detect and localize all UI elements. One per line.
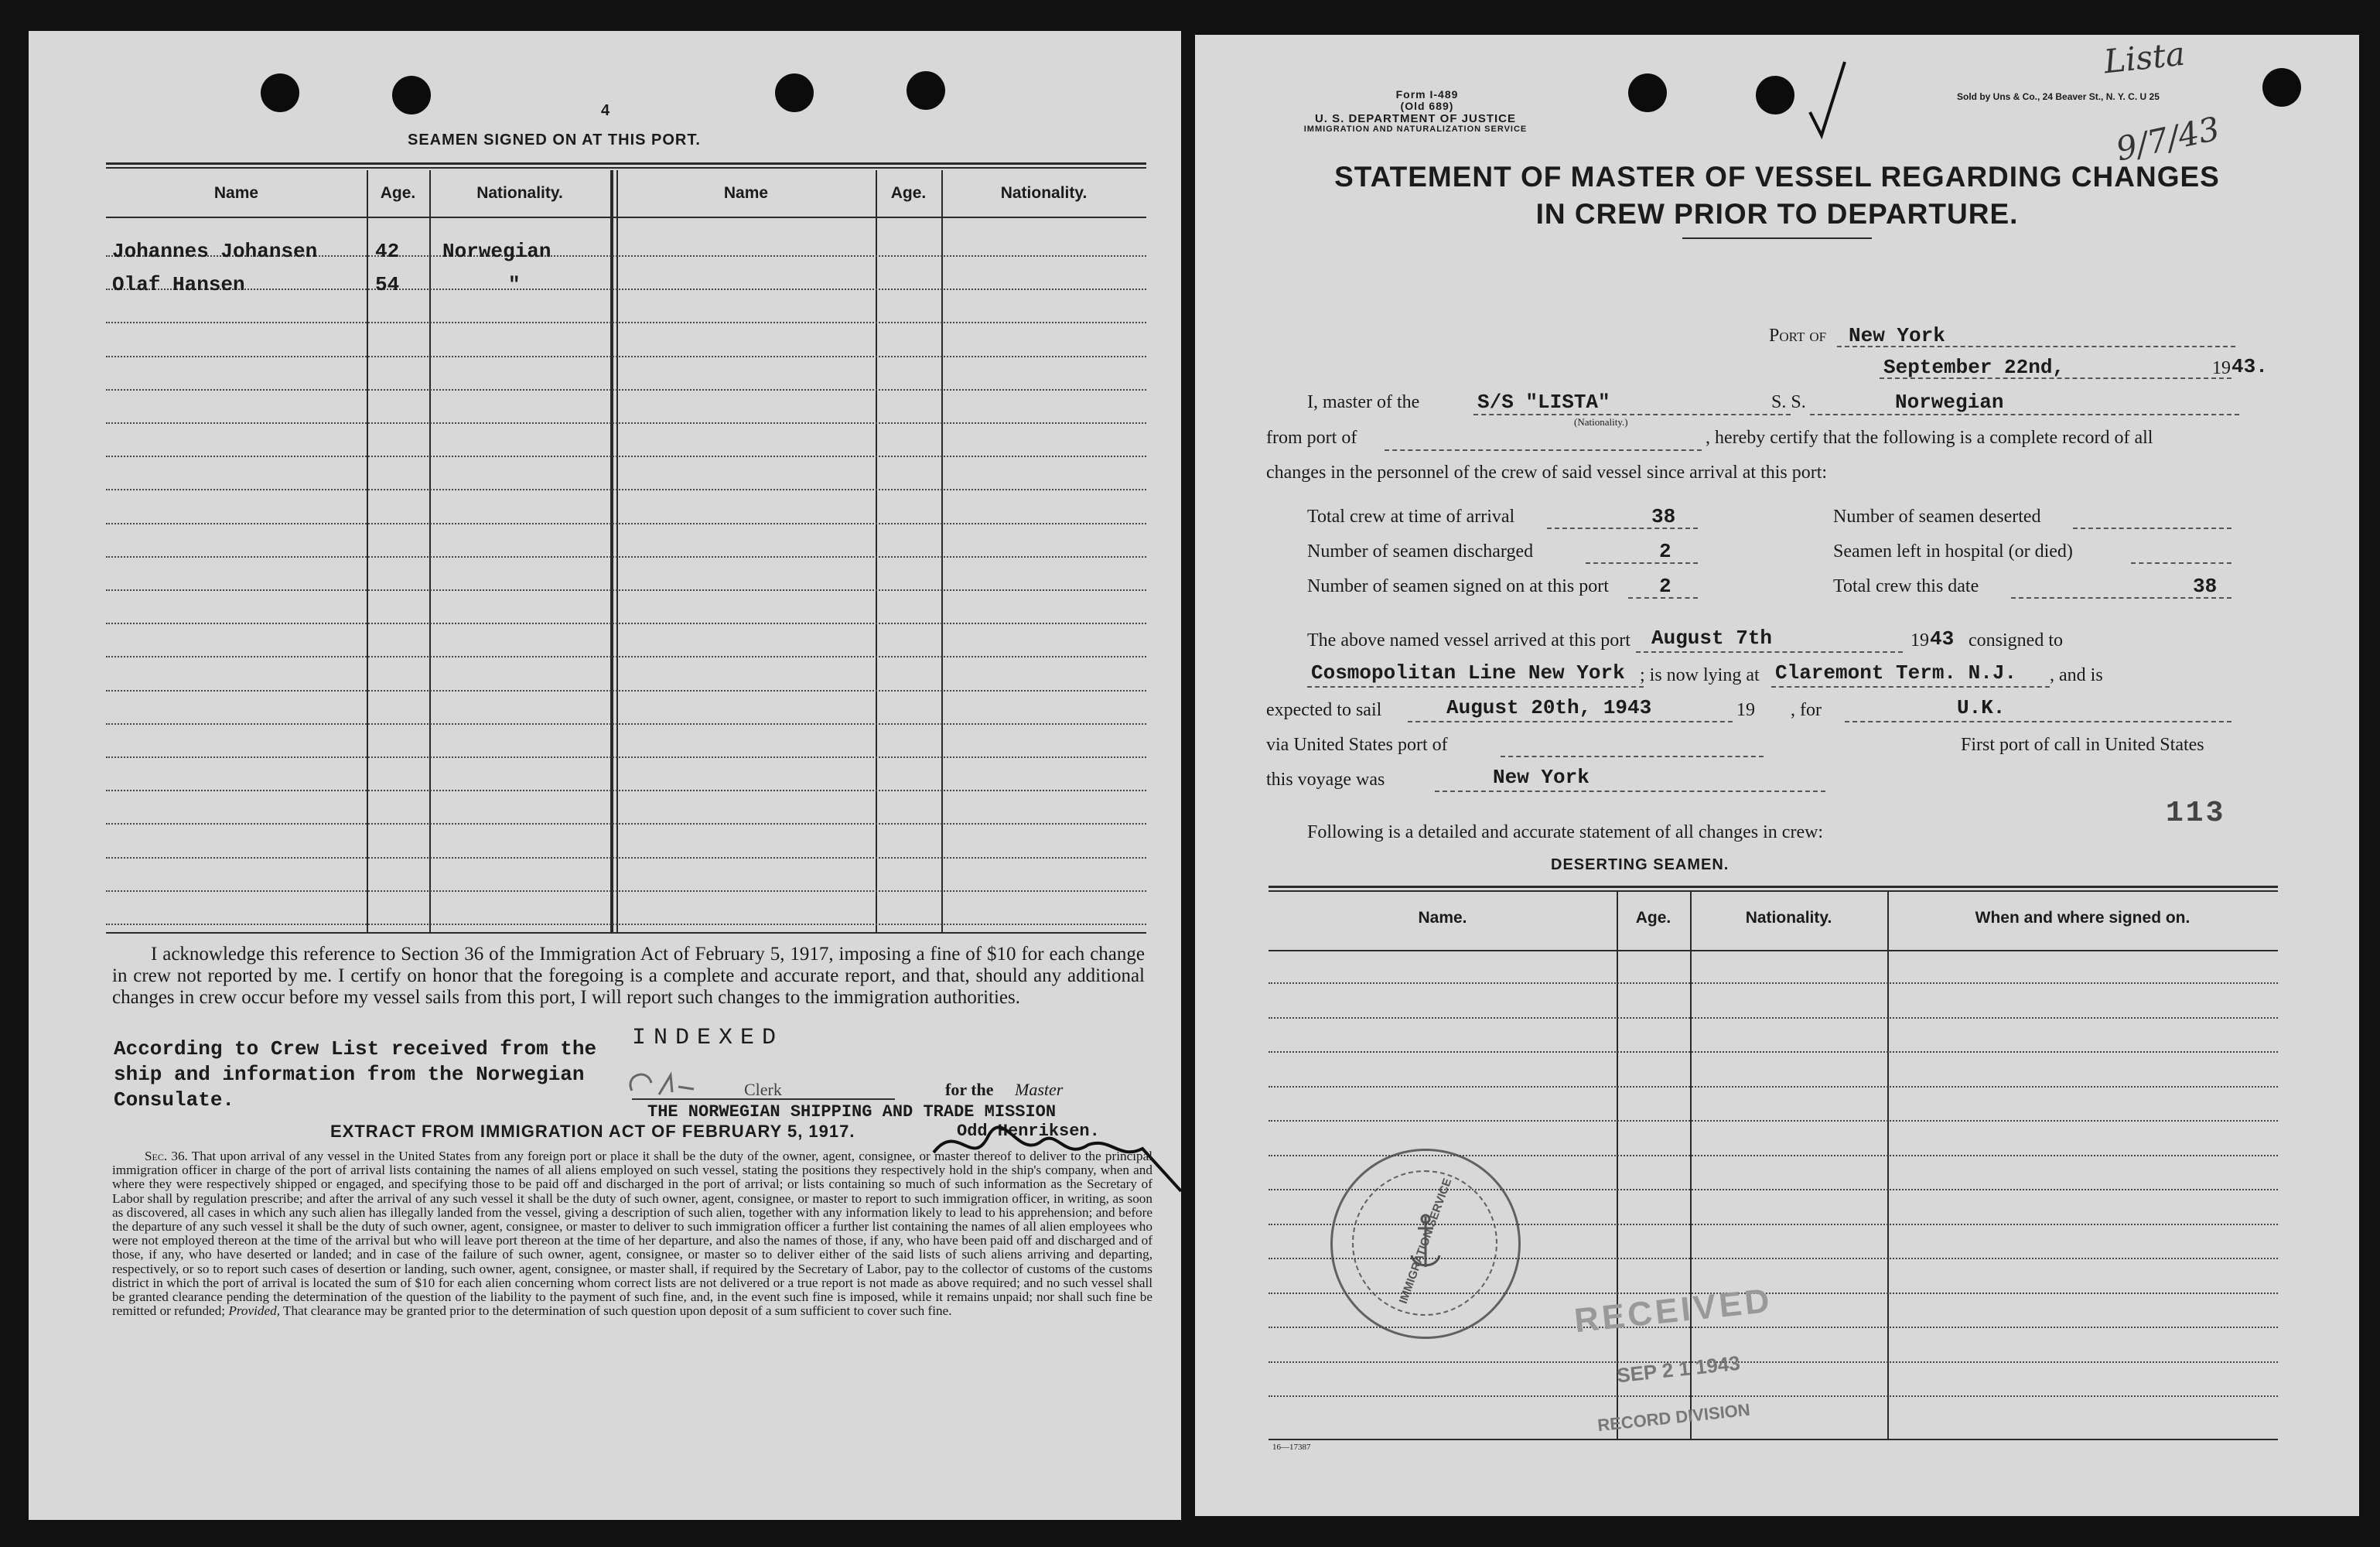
deserting-column-divider <box>1617 892 1618 1439</box>
left-page <box>29 31 1181 1520</box>
table-row-line <box>106 356 1146 357</box>
arrived-value: August 7th <box>1651 627 1773 650</box>
statute-text <box>112 1149 1152 1318</box>
following-text: Following is a detailed and accurate statement of all changes in crew: <box>1307 822 1824 842</box>
punch-hole <box>907 71 945 110</box>
deserting-header-signed-on: When and where signed on. <box>1975 909 2190 927</box>
table-row-line <box>106 289 1146 290</box>
vessel-value: S/S "LISTA" <box>1477 391 1610 414</box>
column-header-nationality: Nationality. <box>1000 184 1088 202</box>
indexed-stamp: INDEXED <box>632 1025 784 1051</box>
statute-body: That upon arrival of any vessel in the United States from any foreign port or place it shall be the duty of the owner, agent, consignee, or master thereof to deliver to the principal immigration officer in charge of the port of arrival lists containing the names of all aliens employed on such vessel, stating the positions they respectively hold in the ship's company, when and where they were respectively shipped or engaged, and specifying those to be paid off and discharged in the port of arrival; or lists containing so much of such information as the Secretary of Labor shall by regulation prescribe; and after the arrival of any such vessel it shall be the duty of such owner, agent, consignee, or master to report to such immigration officer, in writing, as soon as discovered, all cases in which any such alien has illegally landed from the vessel, giving a description of such alien, together with any information likely to lead to his apprehension; and before the departure of any such vessel it shall be the duty of such owner, agent, consignee, or master to deliver to such immigration officer a further list containing the names of all alien employees who were not employed thereon at the time of the arrival but who will leave port thereon at the time of her departure, and also the names of those, if any, who have been paid off and discharged and of those, if any, who have deserted or landed; and in case of the failure of such owner, agent, consignee, or master so to deliver either of the said lists of such aliens arriving and departing, respectively, or so to report such cases of desertion or landing, such owner, agent, consignee, or master shall, if required by the Secretary of Labor, pay to the collector of customs of the customs district in which the port of arrival is located the sum of $10 for each alien concerning whom correct lists are not delivered or a true report is not made as above required; and no such vessel shall be granted clearance pending the determination of the question of the liability to the payment of such fine, and, in the event such fine is imposed, while it remains unpaid; nor shall such fine be remitted or refunded; <box>112 1149 1152 1319</box>
anchor-icon <box>1402 1213 1449 1275</box>
table-cell-age: 54 <box>375 273 400 296</box>
received-date-stamp: SEP 2 1 1943 <box>1615 1351 1742 1388</box>
hospital-line <box>2131 562 2231 564</box>
changes-text: changes in the personnel of the crew of said vessel since arrival at this port: <box>1266 463 1828 483</box>
via-line <box>1501 756 1764 757</box>
nationality-note: (Nationality.) <box>1574 416 1628 428</box>
consignee-value: Cosmopolitan Line New York <box>1311 661 1625 685</box>
typed-note: According to Crew List received from the ship and information from the Norwegian Consulate. <box>114 1037 597 1112</box>
title-underline <box>1682 237 1872 239</box>
column-divider <box>610 170 613 932</box>
year-prefix: 19 <box>2212 358 2231 378</box>
deserting-header-name: Name. <box>1418 909 1467 927</box>
discharged-line <box>1586 562 1698 564</box>
vessel-line <box>1473 414 1791 415</box>
certify-text: , hereby certify that the following is a complete record of all <box>1706 428 2153 448</box>
first-port-value: New York <box>1493 766 1590 789</box>
lying-value: Claremont Term. N.J. <box>1775 661 2017 685</box>
table-row-line <box>106 322 1146 323</box>
from-port-line <box>1385 449 1702 451</box>
table-cell-age: 42 <box>375 240 400 263</box>
expected-value: August 20th, 1943 <box>1446 696 1652 719</box>
table-row-line <box>106 924 1146 925</box>
table-row-line <box>106 690 1146 692</box>
nationality-value: Norwegian <box>1895 391 2004 414</box>
form-title-line-1: STATEMENT OF MASTER OF VESSEL REGARDING CHANGES <box>1334 161 2220 193</box>
received-stamp: RECEIVED <box>1572 1281 1774 1340</box>
from-port-label: from port of <box>1266 428 1357 448</box>
deserting-row-line <box>1269 1051 2278 1053</box>
arrived-line <box>1636 651 1903 653</box>
deserting-title: DESERTING SEAMEN. <box>1551 856 1730 873</box>
handwritten-vessel: Lista <box>2102 34 2187 81</box>
handwritten-date: 9/7/43 <box>2112 109 2223 169</box>
punch-hole <box>775 73 814 112</box>
deserting-column-divider <box>1887 892 1889 1439</box>
punch-hole <box>392 76 431 114</box>
table-row-line <box>106 756 1146 758</box>
deserting-header-age: Age. <box>1635 909 1671 927</box>
discharged-label: Number of seamen discharged <box>1307 541 1534 562</box>
footer-code: 16—17387 <box>1272 1443 1311 1452</box>
port-value: New York <box>1849 324 1945 347</box>
for-line <box>1845 721 2231 722</box>
ss-label: S. S. <box>1771 392 1806 412</box>
punch-hole <box>261 73 299 112</box>
deserting-row-line <box>1269 1395 2278 1397</box>
for-value: U.K. <box>1957 696 2006 719</box>
this-voyage-label: this voyage was <box>1266 770 1385 790</box>
deserting-header-nationality: Nationality. <box>1745 909 1832 927</box>
for-master-label: for the <box>945 1080 994 1099</box>
table-row-line <box>106 890 1146 892</box>
table-row-line <box>106 823 1146 825</box>
deserted-line <box>2073 528 2231 529</box>
deserting-bottom-border <box>1269 1439 2278 1440</box>
page-number: 4 <box>601 102 611 119</box>
table-row-line <box>106 623 1146 624</box>
clerk-label: Clerk <box>744 1080 782 1099</box>
table-top-border <box>106 167 1146 169</box>
expected-label: expected to sail <box>1266 700 1382 720</box>
table-cell-name: Johannes Johansen <box>112 240 318 263</box>
signed-on-label: Number of seamen signed on at this port <box>1307 576 1609 596</box>
deserted-label: Number of seamen deserted <box>1833 507 2041 527</box>
table-row-line <box>106 456 1146 457</box>
deserting-row-line <box>1269 982 2278 984</box>
first-port-line <box>1435 791 1825 792</box>
column-divider <box>616 170 618 932</box>
deserting-row-line <box>1269 1120 2278 1122</box>
department: U. S. DEPARTMENT OF JUSTICE <box>1314 112 1517 125</box>
service: IMMIGRATION AND NATURALIZATION SERVICE <box>1303 125 1528 134</box>
deserting-row-line <box>1269 1017 2278 1019</box>
table-row-line <box>106 556 1146 558</box>
agent-line-2: Odd Henriksen. <box>957 1122 1100 1141</box>
deserting-table-border <box>1269 886 2278 888</box>
table-row-line <box>106 790 1146 791</box>
seal-text: IMMIGRATION SERVICE <box>1396 1176 1455 1306</box>
total-crew-arrival-label: Total crew at time of arrival <box>1307 507 1515 527</box>
consigned-label: consigned to <box>1969 630 2063 651</box>
form-old-text: (Old 689) <box>1400 100 1454 112</box>
form-title-line-2: IN CREW PRIOR TO DEPARTURE. <box>1535 198 2019 230</box>
consignee-line <box>1307 686 1644 688</box>
table-row-line <box>106 389 1146 391</box>
column-header-name: Name <box>723 184 769 202</box>
section-label: Sec. 36. <box>145 1149 188 1163</box>
nationality-line <box>1810 414 2239 415</box>
acknowledgement-text: I acknowledge this reference to Section 36 of the Immigration Act of February 5, 1917, imposing a fine of $10 for each change in crew not reported by me. I certify on honor that the foregoing is a complete and accurate report, and that, should any additional changes in crew occur before my vessel sails from this port, I will report such changes to the immigration authorities. <box>112 944 1145 1008</box>
arrived-year-prefix: 19 <box>1910 630 1929 651</box>
column-header-age: Age. <box>890 184 927 202</box>
table-row-line <box>106 422 1146 424</box>
deserting-table-border <box>1269 890 2278 892</box>
number-stamp: 113 <box>2166 797 2226 830</box>
record-division-stamp: RECORD DIVISION <box>1596 1399 1751 1436</box>
table-cell-nationality: Norwegian <box>442 240 551 263</box>
column-divider <box>941 170 943 932</box>
form-number <box>1381 89 1473 112</box>
deserting-row-line <box>1269 1086 2278 1088</box>
table-row-line <box>106 589 1146 591</box>
expected-year-prefix: 19 <box>1736 700 1755 720</box>
table-header-border <box>106 217 1146 218</box>
table-row-line <box>106 489 1146 490</box>
arrived-label: The above named vessel arrived at this port <box>1307 630 1630 651</box>
first-port-label: First port of call in United States <box>1961 735 2204 755</box>
lying-line <box>1771 686 2050 688</box>
and-is-text: , and is <box>2050 665 2103 685</box>
punch-hole <box>1756 76 1794 114</box>
port-label: Port of <box>1769 326 1827 346</box>
column-divider <box>367 170 368 932</box>
table-row-line <box>106 656 1146 657</box>
agent-line-1: THE NORWEGIAN SHIPPING AND TRADE MISSION <box>647 1102 1057 1122</box>
via-label: via United States port of <box>1266 735 1448 755</box>
total-crew-arrival-value: 38 <box>1651 505 1676 528</box>
column-divider <box>876 170 877 932</box>
table-top-border <box>106 162 1146 165</box>
punch-hole <box>2262 68 2301 107</box>
total-crew-date-value: 38 <box>2193 575 2218 598</box>
extract-title: EXTRACT FROM IMMIGRATION ACT OF FEBRUARY 5, 1917. <box>330 1122 855 1141</box>
for-label: , for <box>1791 700 1822 720</box>
check-mark-icon <box>1806 58 1852 143</box>
expected-line <box>1408 721 1733 722</box>
table-cell-nationality: " <box>508 273 521 296</box>
signed-on-value: 2 <box>1659 575 1671 598</box>
form-title <box>1265 159 2290 233</box>
right-page <box>1195 35 2359 1516</box>
hospital-label: Seamen left in hospital (or died) <box>1833 541 2073 562</box>
column-divider <box>429 170 431 932</box>
table-row-line <box>106 523 1146 524</box>
column-header-nationality: Nationality. <box>476 184 563 202</box>
form-number-text: Form I-489 <box>1395 88 1459 101</box>
year-value: 43. <box>2231 355 2268 378</box>
sold-by: Sold by Uns & Co., 24 Beaver St., N. Y. C. U 25 <box>1957 91 2160 102</box>
deserting-header-border <box>1269 950 2278 951</box>
deserting-row-line <box>1269 1361 2278 1363</box>
immigration-seal <box>1330 1149 1521 1339</box>
master-of-label: I, master of the <box>1307 392 1420 412</box>
total-crew-date-label: Total crew this date <box>1833 576 1979 596</box>
column-header-name: Name <box>213 184 259 202</box>
arrived-year-value: 43 <box>1930 627 1955 651</box>
table-row-line <box>106 857 1146 859</box>
table-title: SEAMEN SIGNED ON AT THIS PORT. <box>408 131 701 149</box>
date-value: September 22nd, <box>1883 356 2065 379</box>
table-cell-name: Olaf Hansen <box>112 273 245 296</box>
table-row-line <box>106 723 1146 725</box>
discharged-value: 2 <box>1659 540 1671 563</box>
table-bottom-border <box>106 932 1146 934</box>
master-label: Master <box>1015 1080 1064 1099</box>
statute-end: That clearance may be granted prior to the determination of such question upon deposit of a sum sufficient to cover such fine. <box>283 1303 952 1319</box>
punch-hole <box>1628 73 1667 112</box>
column-header-age: Age. <box>380 184 416 202</box>
lying-label: ; is now lying at <box>1640 665 1760 685</box>
statute-provided: Provided, <box>228 1303 281 1319</box>
